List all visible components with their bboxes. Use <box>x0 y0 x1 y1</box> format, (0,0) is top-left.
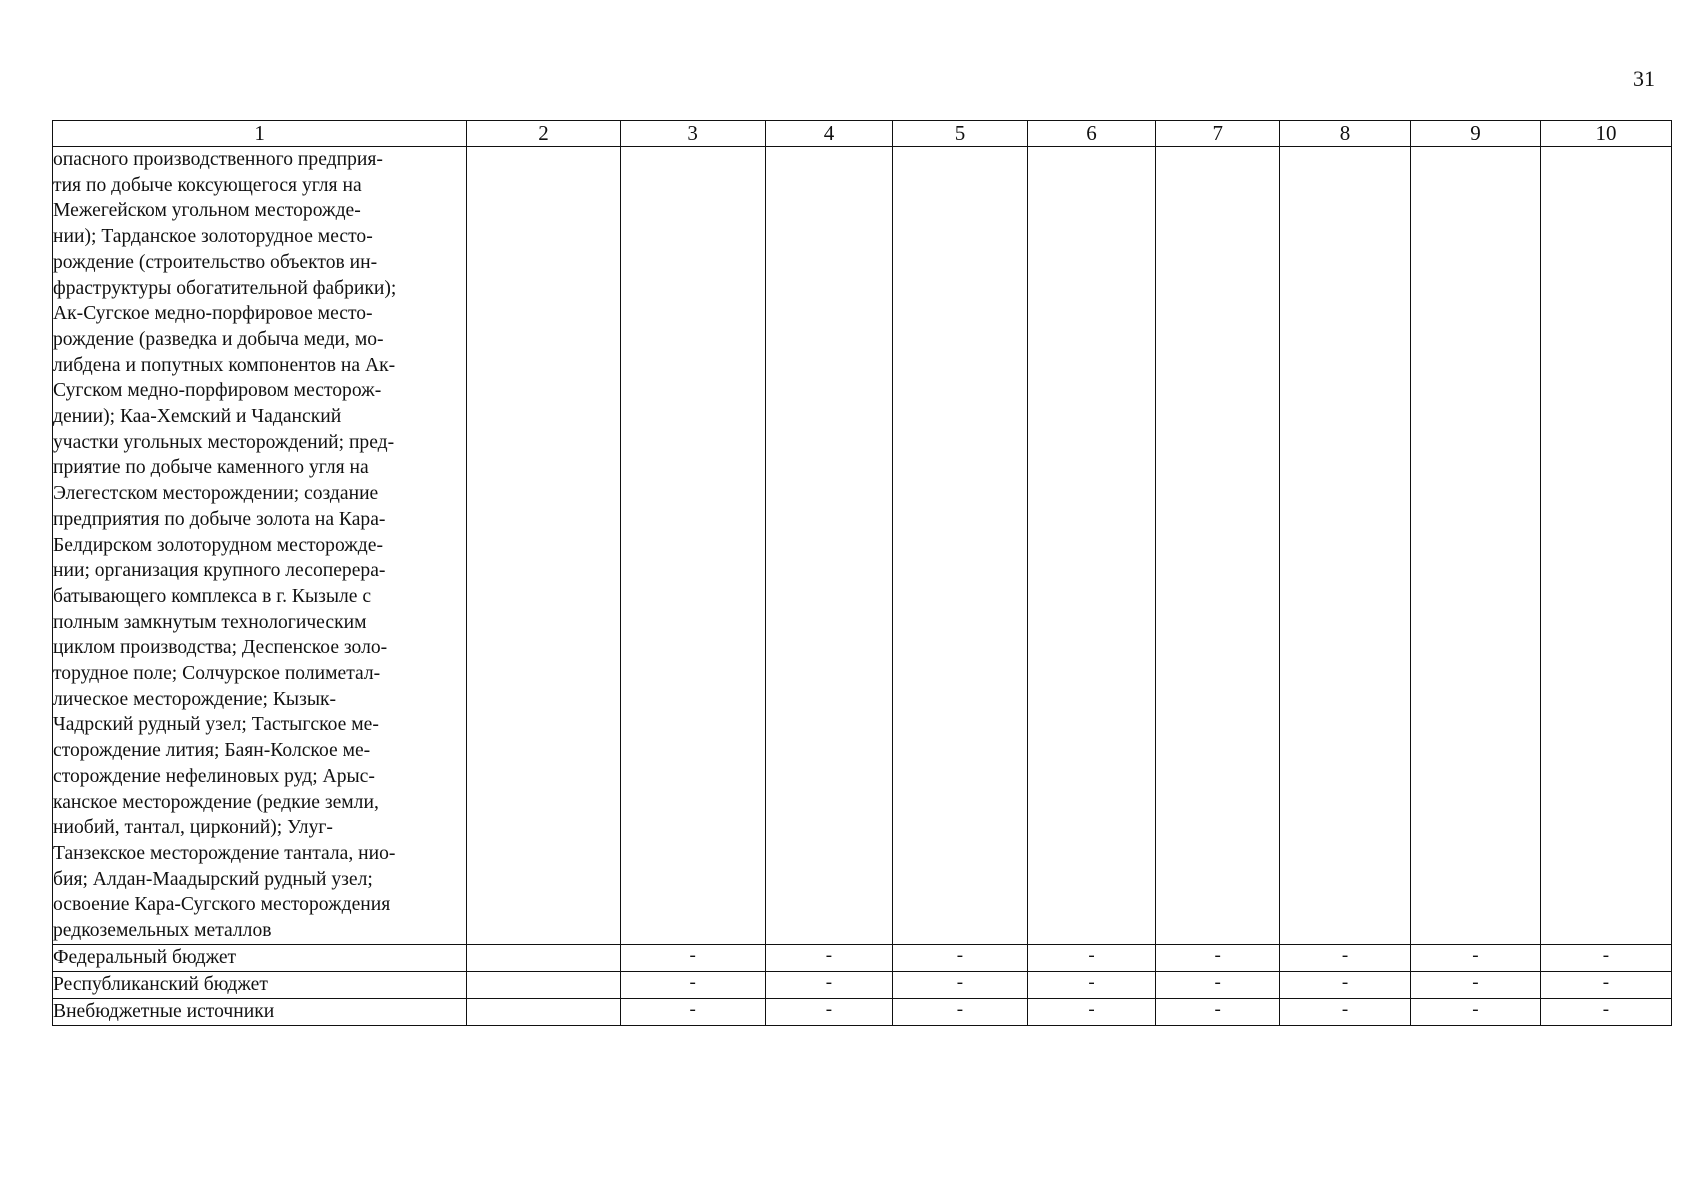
value-cell: - <box>1410 998 1540 1025</box>
column-header: 3 <box>620 121 765 147</box>
empty-cell <box>1156 147 1280 945</box>
value-cell: - <box>893 944 1027 971</box>
empty-cell <box>1027 147 1156 945</box>
description-line: Элегестском месторождении; создание <box>53 483 379 505</box>
value-cell: - <box>1156 998 1280 1025</box>
description-line: канское месторождение (редкие земли, <box>53 791 379 813</box>
description-line: Танзекское месторождение тантала, нио- <box>53 842 396 864</box>
funding-row <box>53 998 1672 1025</box>
value-cell: - <box>1156 971 1280 998</box>
value-cell: - <box>1410 944 1540 971</box>
value-cell: - <box>1027 944 1156 971</box>
value-cell: - <box>1279 971 1410 998</box>
description-line: редкоземельных металлов <box>53 920 272 942</box>
value-cell: - <box>1027 998 1156 1025</box>
funding-row <box>53 944 1672 971</box>
value-cell: - <box>620 944 765 971</box>
value-cell: - <box>620 998 765 1025</box>
page-number: 31 <box>1633 66 1655 91</box>
description-line: лическое месторождение; Кызык- <box>53 688 337 710</box>
value-cell <box>467 944 620 971</box>
funding-source-label: Федеральный бюджет <box>53 944 467 971</box>
empty-cell <box>893 147 1027 945</box>
value-cell <box>467 971 620 998</box>
description-line: опасного производственного предприя- <box>53 149 383 170</box>
description-line: освоение Кара-Сугского месторождения <box>53 894 391 916</box>
value-cell: - <box>1156 944 1280 971</box>
column-header: 1 <box>53 121 467 147</box>
value-cell: - <box>893 971 1027 998</box>
description-line: Межегейском угольном месторожде- <box>53 200 361 222</box>
column-header: 5 <box>893 121 1027 147</box>
column-header: 2 <box>467 121 620 147</box>
funding-row <box>53 971 1672 998</box>
description-line: полным замкнутым технологическим <box>53 611 367 633</box>
description-line: приятие по добыче каменного угля на <box>53 457 369 479</box>
header-row <box>53 121 1672 147</box>
empty-cell <box>1279 147 1410 945</box>
empty-cell <box>620 147 765 945</box>
column-header: 9 <box>1410 121 1540 147</box>
description-line: ниобий, тантал, цирконий); Улуг- <box>53 817 333 839</box>
description-line: Ак-Сугское медно-порфировое место- <box>53 303 373 325</box>
column-header: 6 <box>1027 121 1156 147</box>
description-line: рождение (разведка и добыча меди, мо- <box>53 328 384 350</box>
value-cell: - <box>1540 944 1671 971</box>
description-line: Белдирском золоторудном месторожде- <box>53 534 383 556</box>
description-line: нии); Тарданское золоторудное место- <box>53 226 373 248</box>
funding-source-label: Республиканский бюджет <box>53 971 467 998</box>
description-line: дении); Каа-Хемский и Чаданский <box>53 406 342 428</box>
empty-cell <box>1410 147 1540 945</box>
empty-cell <box>765 147 893 945</box>
column-header: 10 <box>1540 121 1671 147</box>
description-line: Сугском медно-порфировом месторож- <box>53 380 382 402</box>
value-cell: - <box>1410 971 1540 998</box>
description-line: предприятия по добыче золота на Кара- <box>53 508 386 530</box>
value-cell: - <box>765 998 893 1025</box>
description-line: Чадрский рудный узел; Тастыгское ме- <box>53 714 379 736</box>
value-cell: - <box>1540 998 1671 1025</box>
description-line: батывающего комплекса в г. Кызыле с <box>53 585 372 607</box>
description-line: сторождение лития; Баян-Колское ме- <box>53 740 371 762</box>
value-cell: - <box>765 944 893 971</box>
description-row <box>53 147 1672 945</box>
value-cell <box>467 998 620 1025</box>
column-header: 8 <box>1279 121 1410 147</box>
value-cell: - <box>893 998 1027 1025</box>
value-cell: - <box>1279 998 1410 1025</box>
description-line: рождение (строительство объектов ин- <box>53 251 378 273</box>
value-cell: - <box>1279 944 1410 971</box>
description-line: участки угольных месторождений; пред- <box>53 431 395 453</box>
description-line: торудное поле; Солчурское полиметал- <box>53 663 381 685</box>
description-line: фраструктуры обогатительной фабрики); <box>53 277 397 299</box>
description-line: либдена и попутных компонентов на Ак- <box>53 354 396 376</box>
value-cell: - <box>765 971 893 998</box>
description-line: циклом производства; Деспенское золо- <box>53 637 388 659</box>
description-line: бия; Алдан-Маадырский рудный узел; <box>53 868 373 890</box>
value-cell: - <box>620 971 765 998</box>
description-line: нии; организация крупного лесоперера- <box>53 560 386 582</box>
description-line: сторождение нефелиновых руд; Арыс- <box>53 765 375 787</box>
funding-table <box>52 120 1672 1026</box>
funding-source-label: Внебюджетные источники <box>53 998 467 1025</box>
description-line: тия по добыче коксующегося угля на <box>53 174 362 196</box>
column-header: 7 <box>1156 121 1280 147</box>
description-cell <box>53 147 467 945</box>
value-cell: - <box>1540 971 1671 998</box>
column-header: 4 <box>765 121 893 147</box>
value-cell: - <box>1027 971 1156 998</box>
empty-cell <box>1540 147 1671 945</box>
empty-cell <box>467 147 620 945</box>
